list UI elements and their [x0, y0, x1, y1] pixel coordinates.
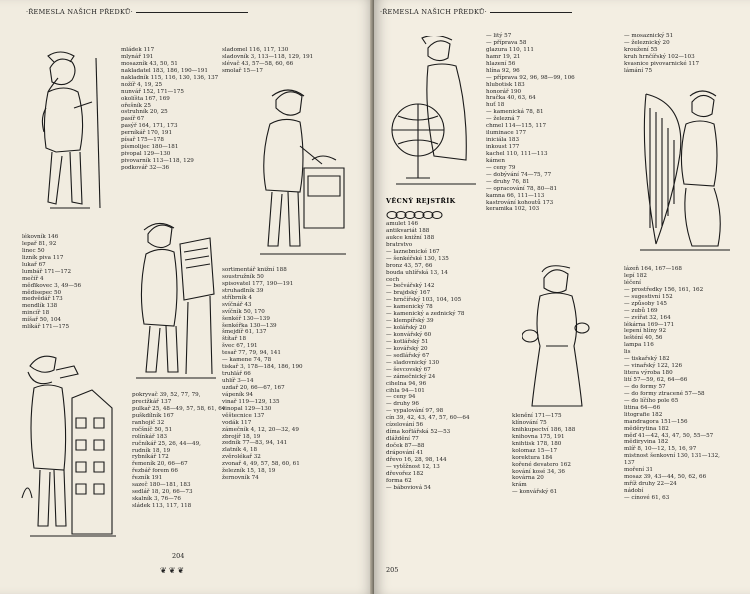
index-entry: lepař 81, 92 — [22, 240, 57, 247]
index-entry: — klempířský 39 — [386, 318, 434, 325]
index-entry: skalník 3, 76—76 — [132, 496, 181, 503]
index-entry: lešténí 40, 56 — [624, 335, 663, 342]
index-entry: bouda uhlířská 13, 14 — [386, 269, 448, 276]
index-entry: antikvariát 188 — [386, 227, 430, 234]
decorative-chain-icon — [386, 210, 446, 220]
index-entry: nožíř 4, 19, 25 — [121, 81, 163, 88]
index-entry: kolomaz 15—17 — [512, 447, 558, 454]
index-entry: kachel 110, 111—113 — [486, 150, 548, 157]
index-entry: — tiskařský 182 — [624, 356, 670, 363]
left-page — [0, 0, 374, 594]
index-entry: vinopal 129—130 — [222, 405, 272, 412]
index-entry: — příprava 58 — [486, 39, 527, 46]
illustration-man-with-staff — [30, 48, 108, 214]
index-column-right-a-top — [486, 33, 575, 213]
index-entry — [386, 499, 470, 506]
index-entry: — do formy 57 — [624, 383, 666, 390]
index-entry: rudník 18, 19 — [132, 447, 171, 454]
index-entry: — ceny 94 — [386, 394, 416, 401]
index-entry: — do formy ztracené 57—58 — [624, 390, 705, 397]
index-entry: kovárna 20 — [512, 475, 544, 482]
index-entry: pivovarník 113—118, 129 — [121, 158, 194, 164]
index-entry: chmel 114—115, 117 — [486, 123, 547, 130]
index-entry: pasíř 67 — [121, 116, 145, 123]
index-entry: mistnost šenkovní 130, 131—132, — [624, 453, 720, 460]
index-entry: lizník piva 117 — [22, 254, 64, 261]
index-entry: kvasnice pivovarnické 117 — [624, 60, 700, 67]
index-entry: lis — [624, 349, 631, 356]
index-entry: — ceny 79 — [486, 164, 516, 171]
page-number-right: 205 — [386, 566, 399, 574]
index-entry: moření 31 — [624, 467, 653, 474]
index-entry: sedlář 18, 20, 66—73 — [132, 489, 193, 496]
index-entry: cech — [386, 276, 400, 283]
index-entry: uhlíř 3—14 — [222, 378, 254, 384]
index-entry: štítař 18 — [222, 336, 247, 343]
index-entry: mandragora 151—156 — [624, 418, 688, 425]
index-entry: léčení — [624, 279, 641, 286]
index-entry: cihla 94—101 — [386, 387, 425, 394]
index-entry: kruh hrnčířský 102—103 — [624, 53, 695, 60]
index-entry: 137 — [624, 460, 635, 467]
index-entry: pivopal 129—130 — [121, 151, 171, 158]
index-entry: kroužení 55 — [624, 46, 658, 53]
index-entry: zedník 77—83, 94, 141 — [222, 440, 288, 447]
index-entry: litina 64—66 — [624, 404, 661, 411]
index-entry: iluminace 177 — [486, 130, 527, 137]
index-entry: — šenkéřské 130, 135 — [386, 255, 449, 262]
index-entry: svíčnář 43 — [222, 301, 252, 308]
index-entry: řemeník 20, 66—67 — [132, 461, 188, 468]
index-entry: — způsoby 145 — [624, 300, 667, 307]
index-entry: spisovatel 177, 190—191 — [222, 280, 294, 287]
index-entry: díma kořlářská 52—53 — [386, 429, 451, 436]
index-entry: míšař 50, 104 — [22, 317, 62, 324]
index-entry: — mosaznický 51 — [624, 33, 674, 39]
index-entry: vinař 119—129, 135 — [222, 398, 280, 405]
index-entry: mečíř 4 — [22, 275, 44, 282]
index-entry: — kamenický a zednický 78 — [386, 311, 465, 318]
index-entry: — hrnčířský 103, 104, 105 — [386, 297, 462, 304]
index-entry: nakladatel 183, 186, 190—191 — [121, 67, 208, 74]
index-entry: pokryvač 39, 52, 77, 79, — [132, 392, 201, 398]
index-entry: inkoust 177 — [486, 144, 520, 150]
index-entry: truhlář 66 — [222, 371, 251, 378]
index-entry: litera výroba 180 — [624, 370, 673, 377]
index-column-right-b-bottom — [512, 413, 575, 496]
illustration-woman-with-pottery — [522, 262, 592, 410]
index-entry: iniciála 183 — [486, 137, 520, 144]
index-entry: hlubotisk 183 — [486, 81, 525, 88]
index-entry: — kamenická 78, 81 — [486, 109, 544, 116]
index-entry: hračka 40, 63, 64 — [486, 95, 536, 102]
index-entry: — zubů 169 — [624, 307, 658, 314]
illustration-scribe-at-desk — [128, 218, 224, 386]
index-entry: věštecnice 137 — [222, 412, 265, 419]
index-entry: keramika 102, 103 — [486, 206, 540, 213]
index-entry: linec 50 — [22, 247, 45, 254]
index-entry: uzdař 20, 66—67, 167 — [222, 384, 285, 391]
index-entry: šenkéř 130—139 — [222, 315, 270, 322]
index-entry: řezník 191 — [132, 475, 163, 482]
illustration-harp-player — [636, 84, 732, 256]
index-entry: — sugestivní 152 — [624, 293, 673, 300]
index-entry: — sladovnický 130 — [386, 359, 440, 366]
index-entry: ročšníč 50, 51 — [132, 426, 173, 433]
running-head-right: ·ŘEMESLA NAŠICH PŘEDKŮ· — [380, 8, 572, 16]
index-entry: řezbář forem 66 — [132, 468, 178, 475]
index-entry: — opracování 78, 80—81 — [486, 185, 557, 192]
index-entry: lékárna 169—171 — [624, 321, 675, 328]
section-heading-block — [386, 197, 456, 224]
index-entry: cízelování 56 — [386, 422, 424, 429]
index-entry: kastrování kohoutů 173 — [486, 199, 554, 206]
index-entry: měděrytina 182 — [624, 425, 669, 432]
index-entry: bronz 43, 57, 66 — [386, 262, 433, 269]
index-entry: bratrstvo — [386, 241, 413, 248]
index-entry — [386, 492, 470, 499]
page-number-left: 204 — [172, 552, 185, 560]
index-entry: — ševcovský 67 — [386, 366, 431, 373]
index-entry: — cínové 61, 63 — [624, 494, 670, 501]
index-entry: drápování 41 — [386, 449, 424, 456]
index-entry: lití 57—59, 62, 64—66 — [624, 377, 688, 383]
index-entry: — kamene 74, 78 — [222, 357, 272, 364]
index-entry: šenkéřka 130—139 — [222, 322, 277, 329]
index-entry: — laznebnické 167 — [386, 248, 440, 255]
index-entry: lékovník 146 — [22, 234, 59, 240]
index-entry: — brajdský 167 — [386, 290, 431, 297]
index-entry: smolař 15—17 — [222, 67, 263, 74]
index-entry: knihkupectví 186, 188 — [512, 426, 576, 433]
index-entry: hlína 92, 96 — [486, 67, 520, 74]
index-entry: perníkář 170, 191 — [121, 130, 173, 137]
index-entry: — vypalování 97, 98 — [386, 408, 444, 415]
index-entry — [624, 509, 720, 516]
index-entry: cín 39, 42, 43, 47, 57, 60—64 — [386, 415, 470, 422]
index-entry: — železná 7 — [486, 116, 520, 123]
index-entry: klínování 75 — [512, 419, 547, 426]
index-entry: — kamenický 78 — [386, 304, 433, 311]
index-entry: lámání 75 — [624, 67, 653, 74]
index-entry: — kolářský 20 — [386, 325, 427, 332]
index-entry: knihtisk 178, 180 — [512, 440, 562, 447]
index-entry: mříž druhy 22—24 — [624, 481, 677, 488]
index-entry: honorář 190 — [486, 88, 522, 95]
index-entry: ořešník 25 — [121, 102, 151, 109]
index-entry: vodák 117 — [222, 419, 252, 426]
index-entry: — báboviová 54 — [386, 484, 431, 491]
index-entry: mlíř 8, 10—12, 15, 16, 97 — [624, 446, 697, 453]
index-entry: pulkař 25, 48—49, 57, 58, 61, 64 — [132, 405, 226, 412]
index-entry: dláždění 77 — [386, 436, 419, 443]
index-entry: hamr 19, 21 — [486, 53, 521, 60]
index-entry: mendlík 138 — [22, 303, 58, 310]
index-entry: puškdílník 167 — [132, 412, 174, 419]
index-entry: ručníkář 25, 26, 44—49, — [132, 440, 201, 447]
illustration-craftsman-at-bench — [246, 86, 350, 262]
index-entry: — zámečnický 24 — [386, 373, 436, 380]
index-entry: dřevo 16, 28, 98, 144 — [386, 456, 447, 463]
index-entry: lázeň 164, 167—168 — [624, 266, 682, 272]
index-entry: písař 175—178 — [121, 137, 164, 144]
index-entry: — vytěžnost 12, 13 — [386, 463, 440, 470]
index-entry: mincíř 18 — [22, 310, 50, 317]
index-entry: slévač 43, 57—58, 60, 66 — [222, 60, 294, 67]
index-column-right-a-bottom — [386, 221, 470, 512]
index-entry: klenění 171—175 — [512, 413, 562, 419]
index-entry: kamna 66, 111—113 — [486, 192, 545, 199]
index-entry: — druhy 96 — [386, 401, 419, 408]
illustration-man-with-house — [20, 348, 120, 548]
index-entry: krám — [512, 482, 527, 489]
index-entry: mosazník 43, 50, 51 — [121, 60, 178, 67]
index-entry: nádobí — [624, 488, 644, 494]
index-entry: — druhy 76, 81 — [486, 178, 530, 185]
index-column-right-c-main — [624, 266, 720, 516]
index-entry: zámečník 4, 12, 20—32, 49 — [222, 426, 299, 433]
index-entry: precižkář 137 — [132, 398, 172, 405]
running-head-left: ·ŘEMESLA NAŠICH PŘEDKŮ· — [26, 8, 248, 16]
index-entry: žernovník 74 — [222, 475, 259, 482]
index-entry: tesař 77, 79, 94, 141 — [222, 350, 281, 357]
index-entry: — do líčího pole 65 — [624, 397, 679, 404]
index-entry: nunvář 152, 171—175 — [121, 88, 184, 95]
index-entry: sladovník 3, 113—118, 129, 191 — [222, 53, 314, 60]
right-page — [374, 0, 750, 594]
index-entry: knihovna 175, 191 — [512, 433, 565, 440]
section-heading: VĚCNÝ REJSTŘÍK — [386, 197, 456, 205]
index-entry: kování kosé 34, 36 — [512, 468, 565, 475]
index-entry: — kotlářský 51 — [386, 338, 429, 345]
index-entry: kořené devatero 162 — [512, 461, 571, 468]
index-entry: rolínkář 183 — [132, 433, 168, 440]
index-column-a — [22, 234, 81, 331]
index-entry: vápeník 94 — [222, 391, 254, 398]
index-entry: zlatník 4, 18 — [222, 447, 258, 454]
index-entry: rybníkář 172 — [132, 454, 169, 461]
index-entry: — vinařský 122, 126 — [624, 363, 683, 370]
index-entry: pasýř 164, 171, 173 — [121, 123, 178, 130]
index-entry: měď 41—42, 43, 47, 50, 55—57 — [624, 432, 714, 439]
index-entry: tiskař 3, 178—184, 186, 190 — [222, 364, 303, 371]
index-entry: písmolijec 180—181 — [121, 144, 179, 151]
index-entry: — bečvářský 142 — [386, 283, 435, 290]
index-entry: — železnický 20 — [624, 39, 670, 46]
index-entry: železník 15, 18, 19 — [222, 468, 276, 475]
index-entry: dřevořez 182 — [386, 470, 424, 477]
index-entry: zvěrolékař 32 — [222, 454, 261, 461]
index-entry: lukař 67 — [22, 261, 46, 268]
index-entry: amulet 146 — [386, 221, 419, 227]
index-entry: šmejdíř 61, 137 — [222, 329, 267, 336]
index-entry: — litý 57 — [486, 33, 512, 39]
index-entry: mlynář 191 — [121, 53, 154, 60]
index-entry: glazura 110, 111 — [486, 46, 534, 53]
index-entry: zbrojíř 18, 19 — [222, 433, 261, 440]
index-entry: okolíšta 167, 169 — [121, 95, 170, 102]
index-entry: měďikovec 3, 49—56 — [22, 282, 82, 289]
index-entry: podkovář 32—36 — [121, 164, 170, 171]
index-entry: lepení hlíny 92 — [624, 328, 666, 335]
index-entry: mědisepec 50 — [22, 289, 62, 296]
index-entry: mědiryvina 182 — [624, 439, 669, 446]
index-entry: mlíkář 171—175 — [22, 324, 70, 331]
index-entry: aukce knižní 188 — [386, 234, 435, 241]
index-entry: sortimentář knižní 188 — [222, 267, 287, 273]
index-entry: sládek 113, 117, 118 — [132, 503, 192, 509]
index-entry: sazeč 180—181, 183 — [132, 482, 191, 489]
index-entry: soustružník 50 — [222, 273, 264, 280]
index-column-e — [222, 267, 303, 482]
index-entry: — zvířat 32, 164 — [624, 314, 671, 321]
index-entry: huť 18 — [486, 102, 505, 109]
index-entry: cihelna 94, 96 — [386, 380, 427, 387]
index-column-d — [222, 47, 313, 75]
index-entry — [386, 505, 470, 512]
index-entry: korektura 184 — [512, 454, 553, 461]
index-column-c — [132, 392, 225, 510]
index-entry: sladomel 116, 117, 130 — [222, 47, 289, 53]
index-entry: svíčník 50, 170 — [222, 308, 265, 315]
index-entry: švec 67, 191 — [222, 343, 258, 350]
index-entry: — dobývání 74—75, 77 — [486, 171, 552, 178]
index-column-right-c-top — [624, 33, 699, 75]
index-entry: — sedlářský 67 — [386, 352, 430, 359]
index-entry: — konvářský 61 — [512, 489, 558, 496]
index-entry: hlazení 56 — [486, 60, 516, 67]
index-entry: lampa 116 — [624, 342, 654, 349]
index-entry: struhadlník 39 — [222, 287, 264, 294]
index-entry: lepí 182 — [624, 272, 647, 279]
index-entry: nakladník 115, 116, 130, 136, 137 — [121, 74, 219, 81]
index-entry: mosaz 39, 43—44, 50, 62, 66 — [624, 474, 707, 481]
illustration-globe-maker — [388, 36, 480, 190]
index-entry — [624, 502, 720, 509]
index-entry: ostruhník 20, 25 — [121, 109, 168, 116]
index-entry: kámen — [486, 157, 505, 164]
ornament-flourish-icon: ❦❦❦ — [160, 566, 187, 575]
index-entry: — kovářský 20 — [386, 345, 428, 352]
index-entry: stříbrník 4 — [222, 294, 252, 301]
index-entry: lumbář 171—172 — [22, 268, 72, 275]
index-entry: doček 87—88 — [386, 443, 425, 449]
index-entry: forma 62 — [386, 477, 412, 484]
index-entry: — příprava 92, 96, 98—99, 106 — [486, 74, 575, 81]
index-entry: zvonař 4, 49, 57, 58, 60, 61 — [222, 461, 300, 468]
index-entry: — konvářský 60 — [386, 332, 432, 338]
index-entry: — prostředky 156, 161, 162 — [624, 286, 704, 293]
index-column-b — [121, 47, 218, 172]
index-entry: mládek 117 — [121, 47, 155, 53]
index-entry: medvědář 173 — [22, 296, 63, 303]
index-entry: ranhojič 32 — [132, 419, 165, 426]
index-entry: litografie 182 — [624, 411, 663, 418]
